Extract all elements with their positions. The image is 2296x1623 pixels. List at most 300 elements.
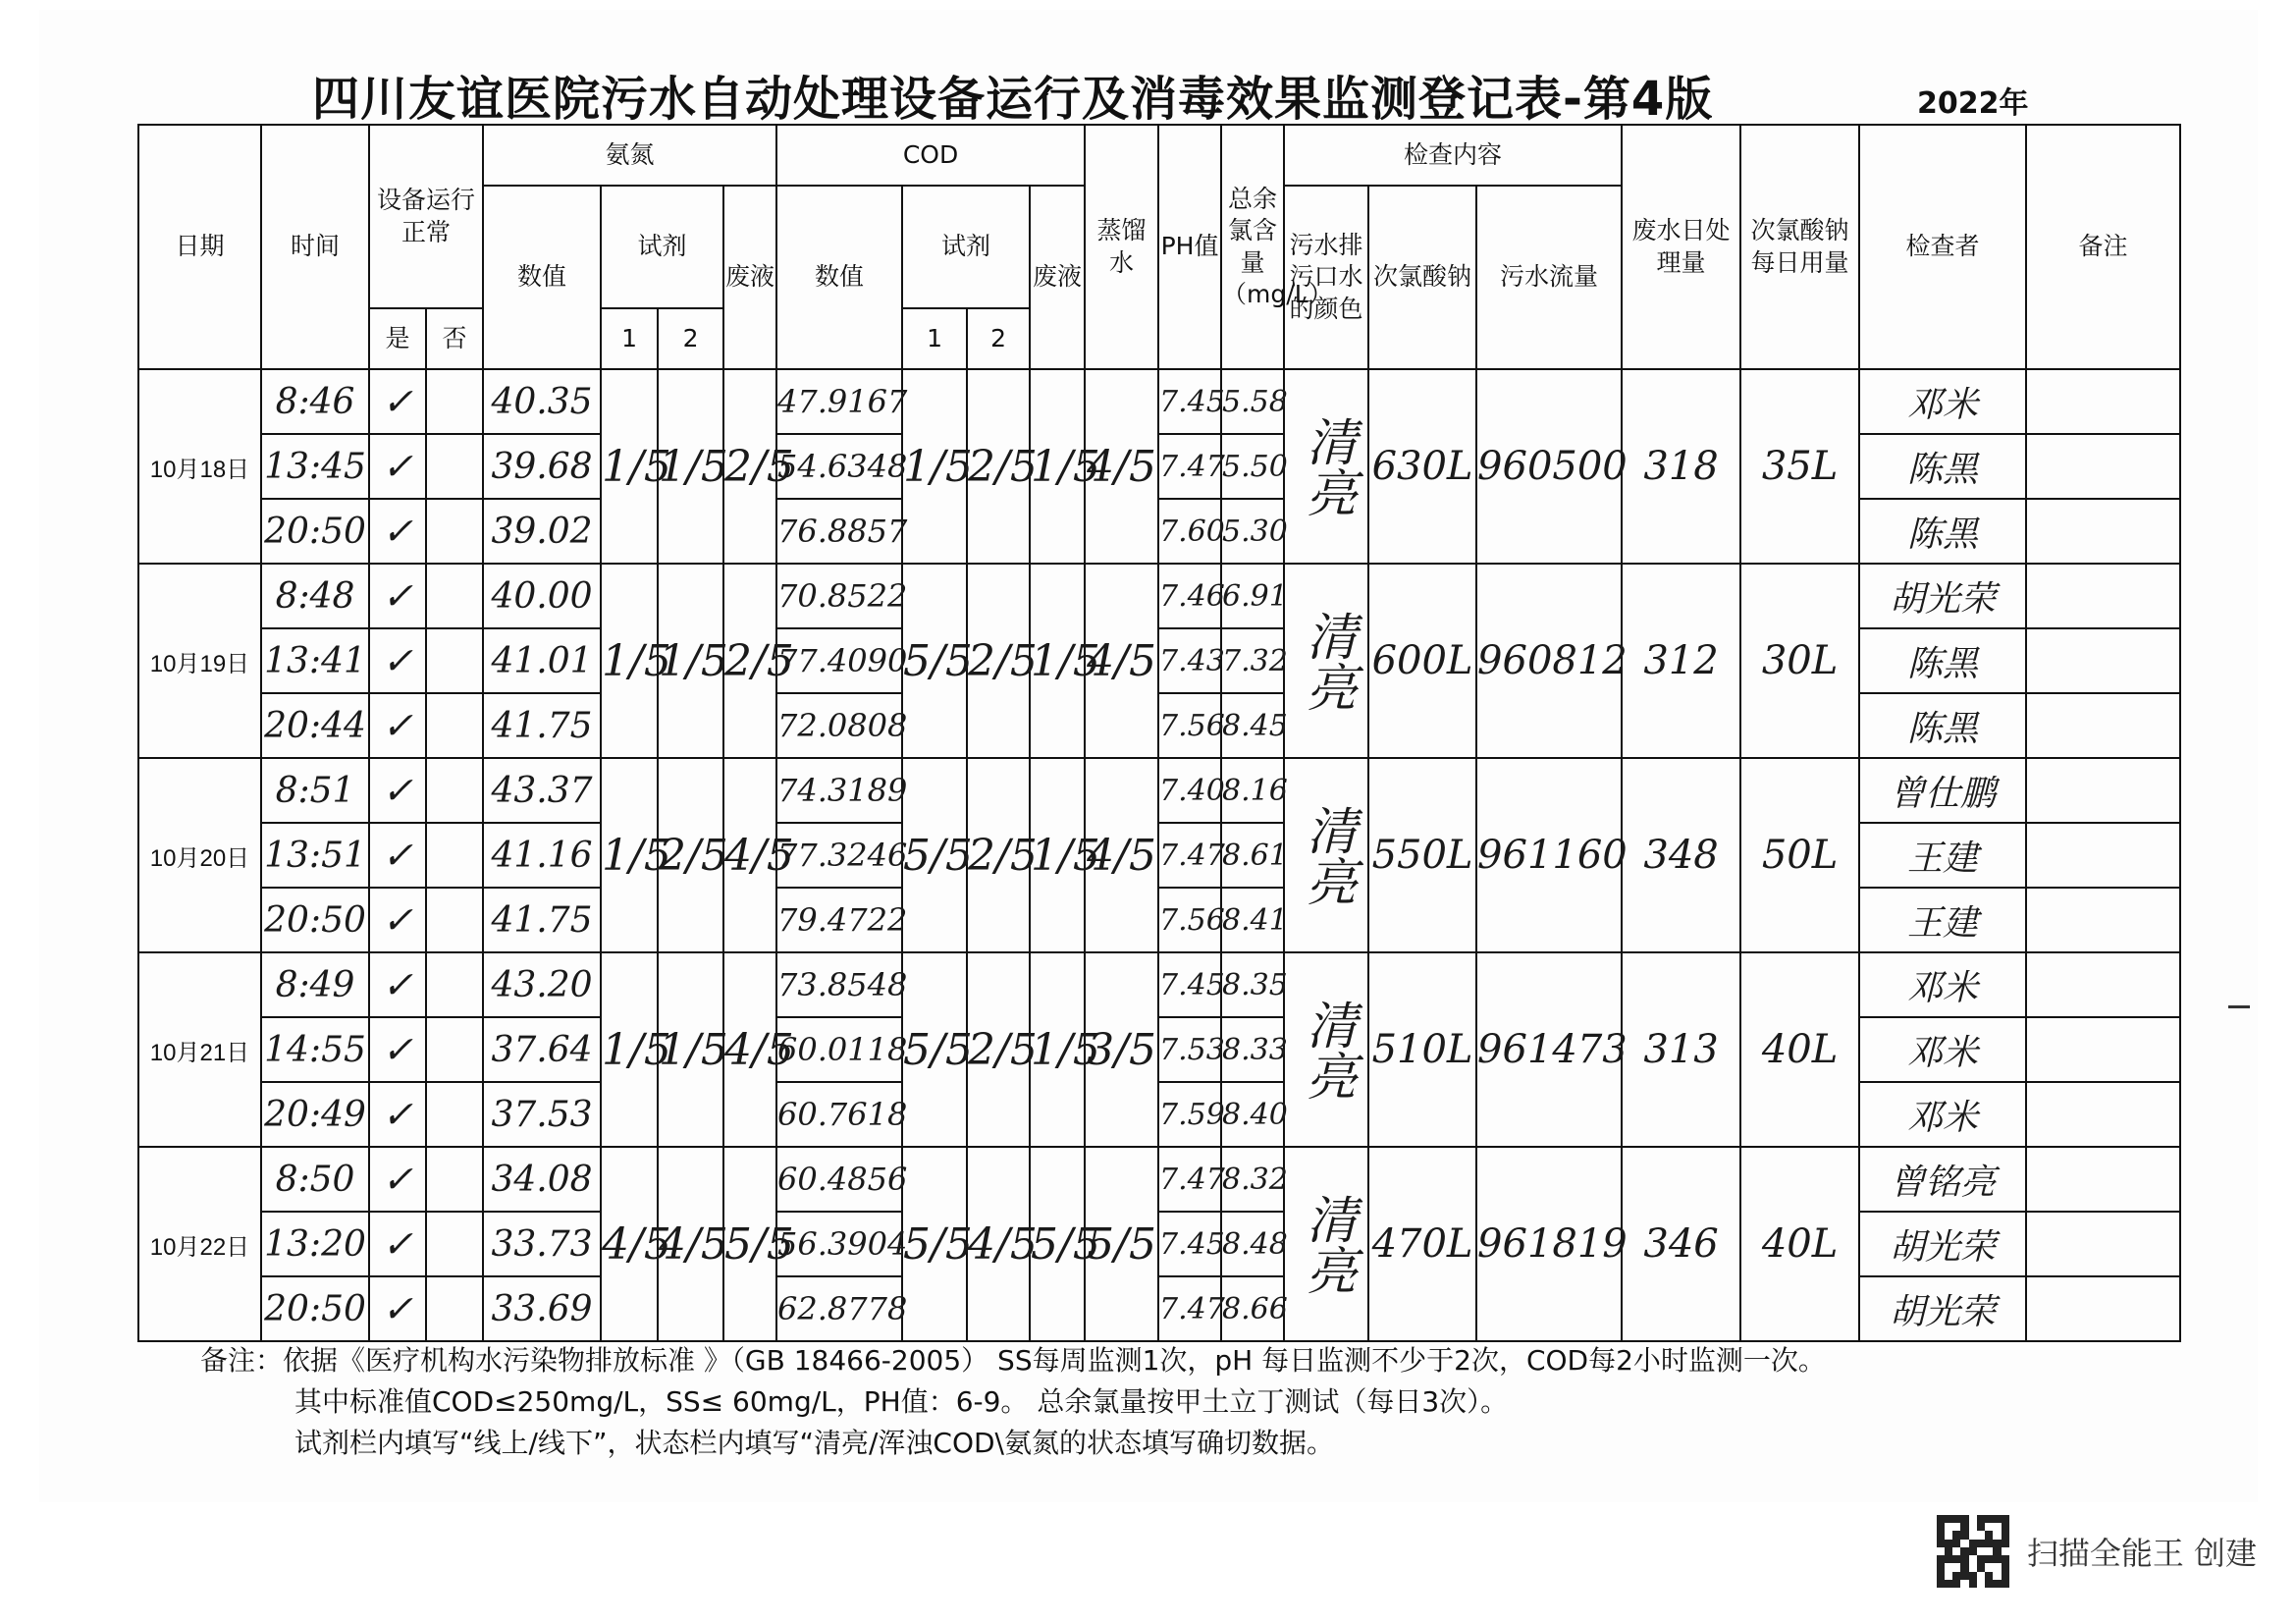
ph-value-cell: 7.59 bbox=[1158, 1082, 1221, 1147]
time-cell: 8:49 bbox=[261, 952, 369, 1017]
time-cell: 20:50 bbox=[261, 499, 369, 564]
cod-r2-header: 2 bbox=[967, 308, 1030, 369]
remark-cell bbox=[2026, 1212, 2180, 1276]
monitoring-register-table bbox=[137, 124, 2181, 1342]
equip-yes-check: ✓ bbox=[369, 564, 426, 628]
distilled-water-cell: 4/5 bbox=[1085, 369, 1158, 564]
qr-module bbox=[1985, 1572, 1993, 1580]
col-ammonia-header: 氨氮 bbox=[483, 125, 776, 186]
equip-yes-check: ✓ bbox=[369, 758, 426, 823]
table-row bbox=[138, 888, 2180, 952]
ph-value-cell: 7.56 bbox=[1158, 693, 1221, 758]
date-cell: 10月18日 bbox=[138, 369, 261, 564]
qr-module bbox=[1993, 1515, 2001, 1523]
qr-module bbox=[1993, 1555, 2001, 1563]
table-row bbox=[138, 1017, 2180, 1082]
chlorine-value-cell: 6.91 bbox=[1221, 564, 1284, 628]
ph-value-cell: 7.46 bbox=[1158, 564, 1221, 628]
daily-hypochlorite-cell: 40L bbox=[1740, 952, 1859, 1147]
daily-treatment-cell: 318 bbox=[1622, 369, 1740, 564]
cod-reagent1-cell: 5/5 bbox=[902, 1147, 967, 1341]
inspector-signature: 陈黑 bbox=[1859, 693, 2026, 758]
time-cell: 13:20 bbox=[261, 1212, 369, 1276]
hypochlorite-cell: 630L bbox=[1368, 369, 1476, 564]
equip-no-cell bbox=[426, 499, 483, 564]
equip-no-cell bbox=[426, 1147, 483, 1212]
cod-reagent1-cell: 1/5 bbox=[902, 369, 967, 564]
qr-module bbox=[1969, 1547, 1977, 1555]
year-label: 2022年 bbox=[1917, 86, 2029, 121]
equip-no-cell bbox=[426, 1017, 483, 1082]
equip-no-cell bbox=[426, 823, 483, 888]
hypochlorite-cell: 550L bbox=[1368, 758, 1476, 952]
register-body bbox=[138, 369, 2180, 1341]
remark-cell bbox=[2026, 564, 2180, 628]
qr-module bbox=[1945, 1580, 1952, 1588]
ammonia-reagent2-cell: 1/5 bbox=[658, 564, 723, 758]
qr-module bbox=[1985, 1540, 1993, 1547]
daily-hypochlorite-cell: 50L bbox=[1740, 758, 1859, 952]
time-cell: 20:44 bbox=[261, 693, 369, 758]
cod-waste-cell: 5/5 bbox=[1030, 1147, 1085, 1341]
water-color-cell: 清亮 bbox=[1284, 564, 1368, 758]
inspector-signature: 王建 bbox=[1859, 823, 2026, 888]
ammonia-reagent2-cell: 1/5 bbox=[658, 952, 723, 1147]
equip-yes-check: ✓ bbox=[369, 628, 426, 693]
inspector-signature: 陈黑 bbox=[1859, 499, 2026, 564]
col-remark-header: 备注 bbox=[2026, 125, 2180, 369]
qr-module bbox=[1977, 1540, 1985, 1547]
amm-reagent-header: 试剂 bbox=[601, 186, 723, 308]
ammonia-reagent2-cell: 4/5 bbox=[658, 1147, 723, 1341]
qr-module bbox=[1977, 1555, 1985, 1563]
flow-cell: 961473 bbox=[1476, 952, 1622, 1147]
qr-module bbox=[1937, 1547, 1945, 1555]
qr-module bbox=[2002, 1547, 2009, 1555]
col-daily-treat-header: 废水日处理量 bbox=[1622, 125, 1740, 369]
distilled-water-cell: 5/5 bbox=[1085, 1147, 1158, 1341]
cod-waste-header: 废液 bbox=[1030, 186, 1085, 369]
table-row bbox=[138, 1276, 2180, 1341]
equip-no-cell bbox=[426, 1212, 483, 1276]
equip-yes-check: ✓ bbox=[369, 823, 426, 888]
daily-treatment-cell: 348 bbox=[1622, 758, 1740, 952]
ph-value-cell: 7.45 bbox=[1158, 369, 1221, 434]
qr-module bbox=[1985, 1563, 1993, 1571]
ammonia-value-cell: 41.75 bbox=[483, 693, 601, 758]
qr-module bbox=[1993, 1563, 2001, 1571]
equip-no-header: 否 bbox=[426, 308, 483, 369]
ph-value-cell: 7.60 bbox=[1158, 499, 1221, 564]
col-daily-hypo-header: 次氯酸钠每日用量 bbox=[1740, 125, 1859, 369]
qr-module bbox=[1952, 1563, 1960, 1571]
equip-yes-check: ✓ bbox=[369, 1082, 426, 1147]
inspector-signature: 曾仕鹏 bbox=[1859, 758, 2026, 823]
ph-value-cell: 7.47 bbox=[1158, 823, 1221, 888]
qr-module bbox=[1952, 1523, 1960, 1531]
ammonia-value-cell: 33.69 bbox=[483, 1276, 601, 1341]
col-ph-header: PH值 bbox=[1158, 125, 1221, 369]
col-time-header: 时间 bbox=[261, 125, 369, 369]
time-cell: 13:51 bbox=[261, 823, 369, 888]
qr-module bbox=[1960, 1523, 1968, 1531]
equip-yes-check: ✓ bbox=[369, 1212, 426, 1276]
qr-module bbox=[1977, 1563, 1985, 1571]
chlorine-value-cell: 8.41 bbox=[1221, 888, 1284, 952]
qr-module bbox=[1937, 1515, 1945, 1523]
daily-hypochlorite-cell: 35L bbox=[1740, 369, 1859, 564]
cod-value-cell: 60.0118 bbox=[776, 1017, 902, 1082]
qr-module bbox=[1993, 1523, 2001, 1531]
qr-module bbox=[1960, 1555, 1968, 1563]
qr-module bbox=[1969, 1555, 1977, 1563]
equip-yes-check: ✓ bbox=[369, 434, 426, 499]
qr-code-icon bbox=[1937, 1515, 2009, 1588]
qr-module bbox=[1952, 1580, 1960, 1588]
time-cell: 13:41 bbox=[261, 628, 369, 693]
inspector-signature: 胡光荣 bbox=[1859, 1276, 2026, 1341]
remark-cell bbox=[2026, 628, 2180, 693]
col-equip-header: 设备运行正常 bbox=[369, 125, 483, 308]
cod-reagent1-cell: 5/5 bbox=[902, 952, 967, 1147]
equip-yes-check: ✓ bbox=[369, 693, 426, 758]
cod-waste-cell: 1/5 bbox=[1030, 564, 1085, 758]
cod-value-cell: 74.3189 bbox=[776, 758, 902, 823]
chlorine-value-cell: 8.33 bbox=[1221, 1017, 1284, 1082]
cod-value-cell: 76.8857 bbox=[776, 499, 902, 564]
ammonia-waste-cell: 5/5 bbox=[723, 1147, 776, 1341]
ammonia-value-cell: 39.02 bbox=[483, 499, 601, 564]
time-cell: 8:51 bbox=[261, 758, 369, 823]
inspector-signature: 邓米 bbox=[1859, 369, 2026, 434]
equip-yes-check: ✓ bbox=[369, 952, 426, 1017]
qr-module bbox=[1952, 1531, 1960, 1539]
cod-value-cell: 79.4722 bbox=[776, 888, 902, 952]
chlorine-value-cell: 5.58 bbox=[1221, 369, 1284, 434]
distilled-water-cell: 4/5 bbox=[1085, 564, 1158, 758]
col-distilled-header: 蒸馏水 bbox=[1085, 125, 1158, 369]
qr-module bbox=[1960, 1531, 1968, 1539]
ammonia-value-cell: 34.08 bbox=[483, 1147, 601, 1212]
remark-cell bbox=[2026, 1017, 2180, 1082]
ammonia-reagent1-cell: 4/5 bbox=[601, 1147, 658, 1341]
hypochlorite-cell: 600L bbox=[1368, 564, 1476, 758]
qr-module bbox=[1952, 1515, 1960, 1523]
amm-waste-header: 废液 bbox=[723, 186, 776, 369]
time-cell: 8:50 bbox=[261, 1147, 369, 1212]
qr-module bbox=[2002, 1572, 2009, 1580]
ammonia-reagent1-cell: 1/5 bbox=[601, 369, 658, 564]
qr-module bbox=[1985, 1515, 1993, 1523]
remark-cell bbox=[2026, 369, 2180, 434]
equip-yes-check: ✓ bbox=[369, 499, 426, 564]
qr-module bbox=[1945, 1555, 1952, 1563]
remark-cell bbox=[2026, 693, 2180, 758]
qr-module bbox=[1945, 1572, 1952, 1580]
ammonia-reagent1-cell: 1/5 bbox=[601, 564, 658, 758]
chlorine-value-cell: 5.50 bbox=[1221, 434, 1284, 499]
time-cell: 8:48 bbox=[261, 564, 369, 628]
equip-no-cell bbox=[426, 952, 483, 1017]
qr-module bbox=[1985, 1531, 1993, 1539]
equip-no-cell bbox=[426, 888, 483, 952]
cod-reagent1-cell: 5/5 bbox=[902, 564, 967, 758]
amm-value-header: 数值 bbox=[483, 186, 601, 369]
ammonia-reagent1-cell: 1/5 bbox=[601, 952, 658, 1147]
ammonia-value-cell: 41.16 bbox=[483, 823, 601, 888]
cod-value-cell: 54.6348 bbox=[776, 434, 902, 499]
qr-module bbox=[1952, 1540, 1960, 1547]
qr-module bbox=[2002, 1523, 2009, 1531]
qr-module bbox=[2002, 1563, 2009, 1571]
equip-no-cell bbox=[426, 758, 483, 823]
ph-value-cell: 7.47 bbox=[1158, 434, 1221, 499]
qr-module bbox=[1977, 1515, 1985, 1523]
cod-reagent2-cell: 2/5 bbox=[967, 952, 1030, 1147]
inspector-signature: 邓米 bbox=[1859, 1017, 2026, 1082]
table-row bbox=[138, 369, 2180, 434]
qr-module bbox=[2002, 1515, 2009, 1523]
equip-yes-header: 是 bbox=[369, 308, 426, 369]
equip-no-cell bbox=[426, 693, 483, 758]
daily-hypochlorite-cell: 30L bbox=[1740, 564, 1859, 758]
cod-r1-header: 1 bbox=[902, 308, 967, 369]
scanner-watermark bbox=[1937, 1515, 2257, 1588]
qr-module bbox=[1993, 1572, 2001, 1580]
ammonia-value-cell: 43.37 bbox=[483, 758, 601, 823]
equip-yes-check: ✓ bbox=[369, 1276, 426, 1341]
equip-no-cell bbox=[426, 628, 483, 693]
ammonia-waste-cell: 2/5 bbox=[723, 564, 776, 758]
flow-cell: 961819 bbox=[1476, 1147, 1622, 1341]
ph-value-cell: 7.47 bbox=[1158, 1147, 1221, 1212]
qr-module bbox=[1993, 1531, 2001, 1539]
qr-module bbox=[2002, 1531, 2009, 1539]
note-line: 试剂栏内填写“线上/线下”，状态栏内填写“清亮/浑浊COD\氨氮的状态填写确切数据。 bbox=[294, 1427, 1334, 1459]
table-row bbox=[138, 628, 2180, 693]
distilled-water-cell: 3/5 bbox=[1085, 952, 1158, 1147]
qr-module bbox=[1977, 1547, 1985, 1555]
col-date-header: 日期 bbox=[138, 125, 261, 369]
chlorine-value-cell: 8.32 bbox=[1221, 1147, 1284, 1212]
equip-no-cell bbox=[426, 369, 483, 434]
time-cell: 13:45 bbox=[261, 434, 369, 499]
qr-module bbox=[1937, 1580, 1945, 1588]
equip-yes-check: ✓ bbox=[369, 369, 426, 434]
chlorine-value-cell: 5.30 bbox=[1221, 499, 1284, 564]
chlorine-value-cell: 8.66 bbox=[1221, 1276, 1284, 1341]
qr-module bbox=[1969, 1523, 1977, 1531]
time-cell: 20:50 bbox=[261, 888, 369, 952]
daily-hypochlorite-cell: 40L bbox=[1740, 1147, 1859, 1341]
cod-value-cell: 70.8522 bbox=[776, 564, 902, 628]
qr-module bbox=[1977, 1572, 1985, 1580]
chlorine-value-cell: 8.35 bbox=[1221, 952, 1284, 1017]
table-row bbox=[138, 758, 2180, 823]
cod-reagent2-cell: 2/5 bbox=[967, 369, 1030, 564]
qr-module bbox=[1969, 1572, 1977, 1580]
chlorine-value-cell: 8.48 bbox=[1221, 1212, 1284, 1276]
qr-module bbox=[1952, 1547, 1960, 1555]
table-row bbox=[138, 693, 2180, 758]
flow-cell: 960500 bbox=[1476, 369, 1622, 564]
time-cell: 8:46 bbox=[261, 369, 369, 434]
inspector-signature: 邓米 bbox=[1859, 952, 2026, 1017]
table-row bbox=[138, 1082, 2180, 1147]
qr-module bbox=[1945, 1515, 1952, 1523]
remark-cell bbox=[2026, 1276, 2180, 1341]
ph-value-cell: 7.40 bbox=[1158, 758, 1221, 823]
qr-module bbox=[1945, 1547, 1952, 1555]
qr-module bbox=[1985, 1523, 1993, 1531]
ammonia-waste-cell: 4/5 bbox=[723, 758, 776, 952]
remark-cell bbox=[2026, 888, 2180, 952]
cod-waste-cell: 1/5 bbox=[1030, 758, 1085, 952]
remark-cell bbox=[2026, 823, 2180, 888]
note-line: 其中标准值COD≤250mg/L，SS≤ 60mg/L，PH值：6-9。 总余氯量按甲土立丁测试（每日3次）。 bbox=[294, 1385, 1509, 1418]
table-row bbox=[138, 1212, 2180, 1276]
qr-module bbox=[1945, 1563, 1952, 1571]
cod-value-cell: 72.0808 bbox=[776, 693, 902, 758]
table-row bbox=[138, 823, 2180, 888]
remark-cell bbox=[2026, 1082, 2180, 1147]
inspector-signature: 陈黑 bbox=[1859, 434, 2026, 499]
remark-cell bbox=[2026, 758, 2180, 823]
inspector-signature: 陈黑 bbox=[1859, 628, 2026, 693]
qr-module bbox=[2002, 1580, 2009, 1588]
date-cell: 10月21日 bbox=[138, 952, 261, 1147]
ammonia-value-cell: 40.35 bbox=[483, 369, 601, 434]
cod-reagent2-cell: 2/5 bbox=[967, 564, 1030, 758]
remark-cell bbox=[2026, 1147, 2180, 1212]
ammonia-value-cell: 39.68 bbox=[483, 434, 601, 499]
col-cod-header: COD bbox=[776, 125, 1085, 186]
qr-module bbox=[1945, 1531, 1952, 1539]
cod-value-cell: 47.9167 bbox=[776, 369, 902, 434]
qr-module bbox=[1977, 1523, 1985, 1531]
cod-value-cell: 77.4090 bbox=[776, 628, 902, 693]
qr-module bbox=[1985, 1555, 1993, 1563]
ammonia-value-cell: 33.73 bbox=[483, 1212, 601, 1276]
qr-module bbox=[1945, 1523, 1952, 1531]
col-chlorine-header: 总余氯含量（mg/L） bbox=[1221, 125, 1284, 369]
distilled-water-cell: 4/5 bbox=[1085, 758, 1158, 952]
ammonia-reagent2-cell: 2/5 bbox=[658, 758, 723, 952]
cod-value-cell: 73.8548 bbox=[776, 952, 902, 1017]
ammonia-value-cell: 40.00 bbox=[483, 564, 601, 628]
ammonia-value-cell: 41.75 bbox=[483, 888, 601, 952]
ammonia-value-cell: 37.53 bbox=[483, 1082, 601, 1147]
time-cell: 14:55 bbox=[261, 1017, 369, 1082]
daily-treatment-cell: 312 bbox=[1622, 564, 1740, 758]
cod-waste-cell: 1/5 bbox=[1030, 952, 1085, 1147]
col-inspector-header: 检查者 bbox=[1859, 125, 2026, 369]
time-cell: 20:50 bbox=[261, 1276, 369, 1341]
cod-value-cell: 60.7618 bbox=[776, 1082, 902, 1147]
notes-block bbox=[200, 1340, 1826, 1464]
ammonia-reagent1-cell: 1/5 bbox=[601, 758, 658, 952]
qr-module bbox=[1993, 1540, 2001, 1547]
ph-value-cell: 7.45 bbox=[1158, 1212, 1221, 1276]
inspector-signature: 胡光荣 bbox=[1859, 1212, 2026, 1276]
ammonia-waste-cell: 4/5 bbox=[723, 952, 776, 1147]
table-row bbox=[138, 952, 2180, 1017]
hypo-header: 次氯酸钠 bbox=[1368, 186, 1476, 369]
ammonia-value-cell: 37.64 bbox=[483, 1017, 601, 1082]
water-color-cell: 清亮 bbox=[1284, 758, 1368, 952]
qr-module bbox=[1969, 1563, 1977, 1571]
watermark-text: 扫描全能王 创建 bbox=[2026, 1535, 2257, 1572]
qr-module bbox=[1937, 1531, 1945, 1539]
chlorine-value-cell: 8.16 bbox=[1221, 758, 1284, 823]
qr-module bbox=[1945, 1540, 1952, 1547]
equip-yes-check: ✓ bbox=[369, 1147, 426, 1212]
note-line: 备注：依据《医疗机构水污染物排放标准 》（GB 18466-2005） SS每周监测1次，pH 每日监测不少于2次，COD每2小时监测一次。 bbox=[200, 1344, 1826, 1377]
table-row bbox=[138, 434, 2180, 499]
table-row bbox=[138, 1147, 2180, 1212]
time-cell: 20:49 bbox=[261, 1082, 369, 1147]
cod-value-cell: 62.8778 bbox=[776, 1276, 902, 1341]
qr-module bbox=[2002, 1555, 2009, 1563]
water-color-cell: 清亮 bbox=[1284, 952, 1368, 1147]
cod-reagent-header: 试剂 bbox=[902, 186, 1030, 308]
remark-cell bbox=[2026, 434, 2180, 499]
ph-value-cell: 7.45 bbox=[1158, 952, 1221, 1017]
cod-waste-cell: 1/5 bbox=[1030, 369, 1085, 564]
daily-treatment-cell: 313 bbox=[1622, 952, 1740, 1147]
chlorine-value-cell: 8.61 bbox=[1221, 823, 1284, 888]
col-inspect-header: 检查内容 bbox=[1284, 125, 1622, 186]
ammonia-value-cell: 41.01 bbox=[483, 628, 601, 693]
qr-module bbox=[1960, 1540, 1968, 1547]
ammonia-waste-cell: 2/5 bbox=[723, 369, 776, 564]
ammonia-value-cell: 43.20 bbox=[483, 952, 601, 1017]
flow-cell: 961160 bbox=[1476, 758, 1622, 952]
inspector-signature: 胡光荣 bbox=[1859, 564, 2026, 628]
qr-module bbox=[1937, 1523, 1945, 1531]
chlorine-value-cell: 8.45 bbox=[1221, 693, 1284, 758]
ammonia-reagent2-cell: 1/5 bbox=[658, 369, 723, 564]
qr-module bbox=[1937, 1572, 1945, 1580]
water-color-cell: 清亮 bbox=[1284, 369, 1368, 564]
chlorine-value-cell: 7.32 bbox=[1221, 628, 1284, 693]
ph-value-cell: 7.56 bbox=[1158, 888, 1221, 952]
qr-module bbox=[1969, 1515, 1977, 1523]
equip-no-cell bbox=[426, 1276, 483, 1341]
qr-module bbox=[1985, 1580, 1993, 1588]
qr-module bbox=[1952, 1555, 1960, 1563]
equip-yes-check: ✓ bbox=[369, 888, 426, 952]
amm-r1-header: 1 bbox=[601, 308, 658, 369]
cod-value-cell: 77.3246 bbox=[776, 823, 902, 888]
qr-module bbox=[1960, 1547, 1968, 1555]
inspector-signature: 王建 bbox=[1859, 888, 2026, 952]
table-row bbox=[138, 499, 2180, 564]
qr-module bbox=[1969, 1540, 1977, 1547]
qr-module bbox=[2002, 1540, 2009, 1547]
qr-module bbox=[1977, 1580, 1985, 1588]
qr-module bbox=[1937, 1540, 1945, 1547]
equip-no-cell bbox=[426, 564, 483, 628]
cod-value-cell: 56.3904 bbox=[776, 1212, 902, 1276]
date-cell: 10月22日 bbox=[138, 1147, 261, 1341]
qr-module bbox=[1969, 1580, 1977, 1588]
color-header: 污水排污口水的颜色 bbox=[1284, 186, 1368, 369]
remark-cell bbox=[2026, 499, 2180, 564]
flow-header: 污水流量 bbox=[1476, 186, 1622, 369]
qr-module bbox=[1977, 1531, 1985, 1539]
daily-treatment-cell: 346 bbox=[1622, 1147, 1740, 1341]
